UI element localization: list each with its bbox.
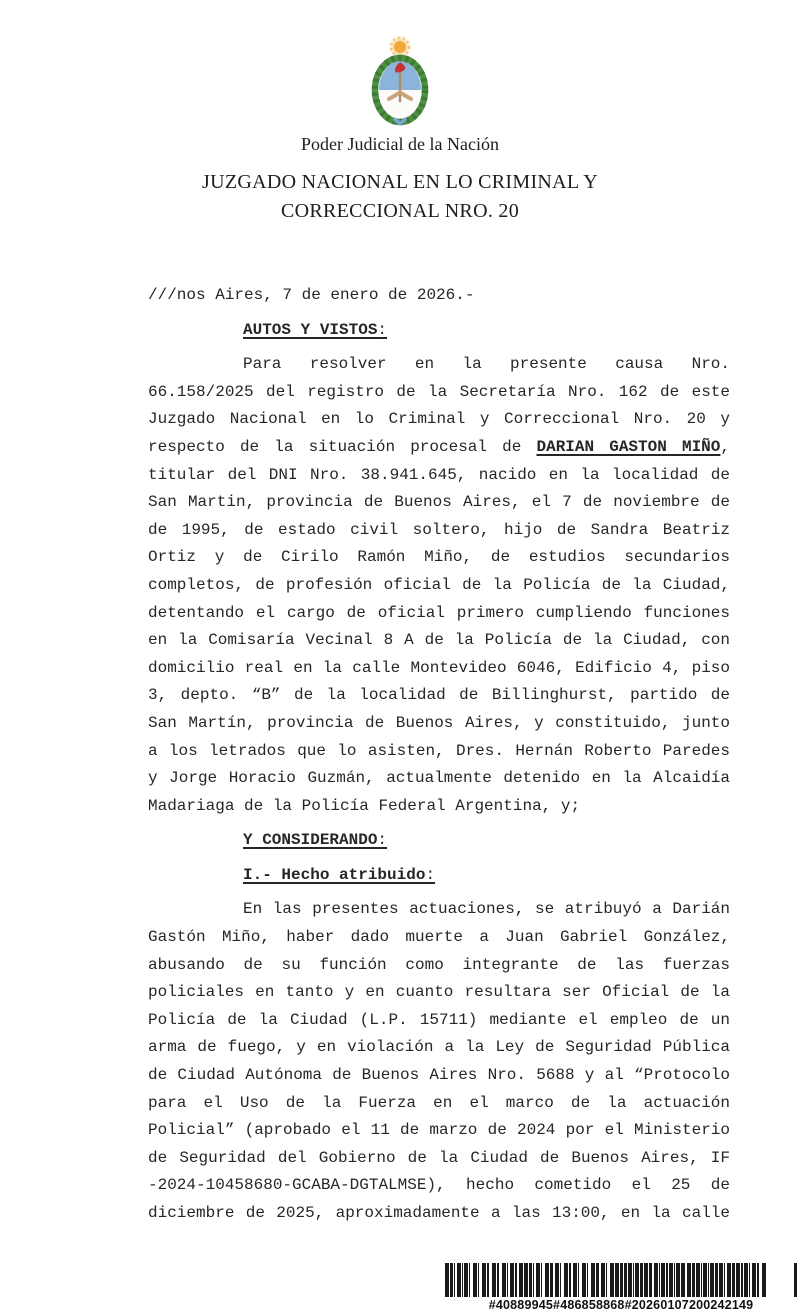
- text-run: de Ciudad Autónoma de Buenos Aires Nro. 5688 y al “Protocolo: [148, 1066, 730, 1085]
- document-line: [148, 627, 730, 655]
- document-line: [148, 765, 730, 793]
- text-run: arma de fuego, y en violación a la Ley de Seguridad Pública: [148, 1038, 730, 1057]
- document-body: [148, 282, 730, 1228]
- text-run: para el Uso de la Fuerza en el marco de la actuación: [148, 1093, 730, 1112]
- document-line: [148, 1200, 730, 1228]
- text-run: 3, depto. “B” de la localidad de Billinghurst, partido de: [148, 686, 730, 705]
- text-run: a los letrados que lo asisten, Dres. Hernán Roberto Paredes: [148, 741, 730, 760]
- text-run: :: [377, 831, 388, 850]
- document-line: [148, 1117, 730, 1145]
- text-run: Juzgado Nacional en lo Criminal y Correccional Nro. 20 y: [148, 410, 730, 429]
- document-line: [148, 351, 730, 379]
- text-run: Gastón Miño, haber dado muerte a Juan Gabriel González,: [148, 928, 730, 947]
- court-title: [0, 168, 800, 226]
- document-line: [148, 462, 730, 490]
- text-run: ///nos Aires, 7 de enero de 2026.-: [148, 286, 475, 304]
- text-run: en la Comisaría Vecinal 8 A de la Policía de la Ciudad, con: [148, 631, 730, 650]
- sun-icon: [394, 41, 406, 53]
- document-header: [0, 0, 800, 226]
- emphasized-text: Y CONSIDERANDO: [243, 831, 378, 850]
- document-line: [148, 1007, 730, 1035]
- court-title-line1: JUZGADO NACIONAL EN LO CRIMINAL Y: [202, 171, 598, 193]
- text-run: policiales en tanto y en cuanto resultara ser Oficial de la: [148, 983, 730, 1002]
- document-line: [148, 1062, 730, 1090]
- text-run: Madariaga de la Policía Federal Argentina, y;: [148, 796, 581, 815]
- org-title: Poder Judicial de la Nación: [301, 134, 499, 154]
- document-line: [148, 1145, 730, 1173]
- text-run: respecto de la situación procesal de: [148, 437, 537, 456]
- document-line: [148, 924, 730, 952]
- text-run: abusando de su función como integrante de las fuerzas: [148, 955, 730, 974]
- document-line: [148, 600, 730, 628]
- section-heading-autos: [148, 317, 730, 345]
- document-line: [148, 572, 730, 600]
- document-line: [148, 517, 730, 545]
- text-run: :: [425, 865, 436, 884]
- document-line: [148, 434, 730, 462]
- text-run: Policía de la Ciudad (L.P. 15711) mediante el empleo de un: [148, 1010, 730, 1029]
- emphasized-text: AUTOS Y VISTOS: [243, 320, 378, 339]
- text-run: 66.158/2025 del registro de la Secretaría Nro. 162 de este: [148, 382, 730, 401]
- argentina-coat-of-arms-icon: [364, 32, 436, 128]
- text-run: completos, de profesión oficial de la Policía de la Ciudad,: [148, 575, 730, 594]
- document-line: [148, 896, 730, 924]
- barcode-text: #40889945#486858868#20260107200242149: [488, 1298, 754, 1312]
- barcode-bar: [794, 1263, 797, 1297]
- text-run: titular del DNI Nro. 38.941.645, nacido en la localidad de: [148, 465, 730, 484]
- barcode-bars: [445, 1263, 797, 1297]
- text-run: domicilio real en la calle Montevideo 6046, Edificio 4, piso: [148, 658, 730, 677]
- text-run: :: [377, 320, 388, 339]
- document-line: [148, 710, 730, 738]
- emphasized-text: DARIAN GASTON MIÑO: [536, 437, 721, 456]
- text-run: En las presentes actuaciones, se atribuyó a Darián: [243, 900, 730, 919]
- document-line: [148, 979, 730, 1007]
- barcode-gap: [767, 1263, 794, 1297]
- text-run: diciembre de 2025, aproximadamente a las 13:00, en la calle: [148, 1204, 730, 1222]
- text-run: Policial” (aprobado el 11 de marzo de 2024 por el Ministerio: [148, 1121, 730, 1140]
- text-run: San Martin, provincia de Buenos Aires, el 7 de noviembre de: [148, 493, 730, 512]
- document-paragraph: [148, 896, 730, 1227]
- document-line: [148, 738, 730, 766]
- text-run: San Martín, provincia de Buenos Aires, y constituido, junto: [148, 713, 730, 732]
- court-title-line2: CORRECCIONAL NRO. 20: [280, 200, 520, 222]
- text-run: ,: [720, 437, 730, 456]
- document-line: [148, 379, 730, 407]
- barcode: [445, 1263, 797, 1312]
- text-run: y Jorge Horacio Guzmán, actualmente detenido en la Alcaidía: [148, 769, 730, 788]
- document-line: [148, 1172, 730, 1200]
- document-line: [148, 544, 730, 572]
- document-line: [148, 406, 730, 434]
- section-heading-considerando: [148, 827, 730, 855]
- text-run: Ortiz y de Cirilo Ramón Miño, de estudios secundarios: [148, 548, 730, 567]
- document-line: [148, 1034, 730, 1062]
- section-heading-hecho: [148, 862, 730, 890]
- text-run: -2024-10458680-GCABA-DGTALMSE), hecho cometido el 25 de: [148, 1176, 730, 1195]
- document-paragraph: [148, 351, 730, 820]
- document-line: [148, 655, 730, 683]
- document-line: [148, 793, 730, 821]
- text-run: de Seguridad del Gobierno de la Ciudad de Buenos Aires, IF: [148, 1148, 730, 1167]
- text-run: de 1995, de estado civil soltero, hijo de Sandra Beatriz: [148, 520, 730, 539]
- document-line: [148, 682, 730, 710]
- document-line: [148, 1090, 730, 1118]
- date-line: [148, 282, 730, 310]
- document-line: [148, 952, 730, 980]
- text-run: Para resolver en la presente causa Nro.: [243, 355, 730, 374]
- emphasized-text: I.- Hecho atribuido: [243, 865, 426, 884]
- text-run: detentando el cargo de oficial primero cumpliendo funciones: [148, 603, 730, 622]
- document-line: [148, 489, 730, 517]
